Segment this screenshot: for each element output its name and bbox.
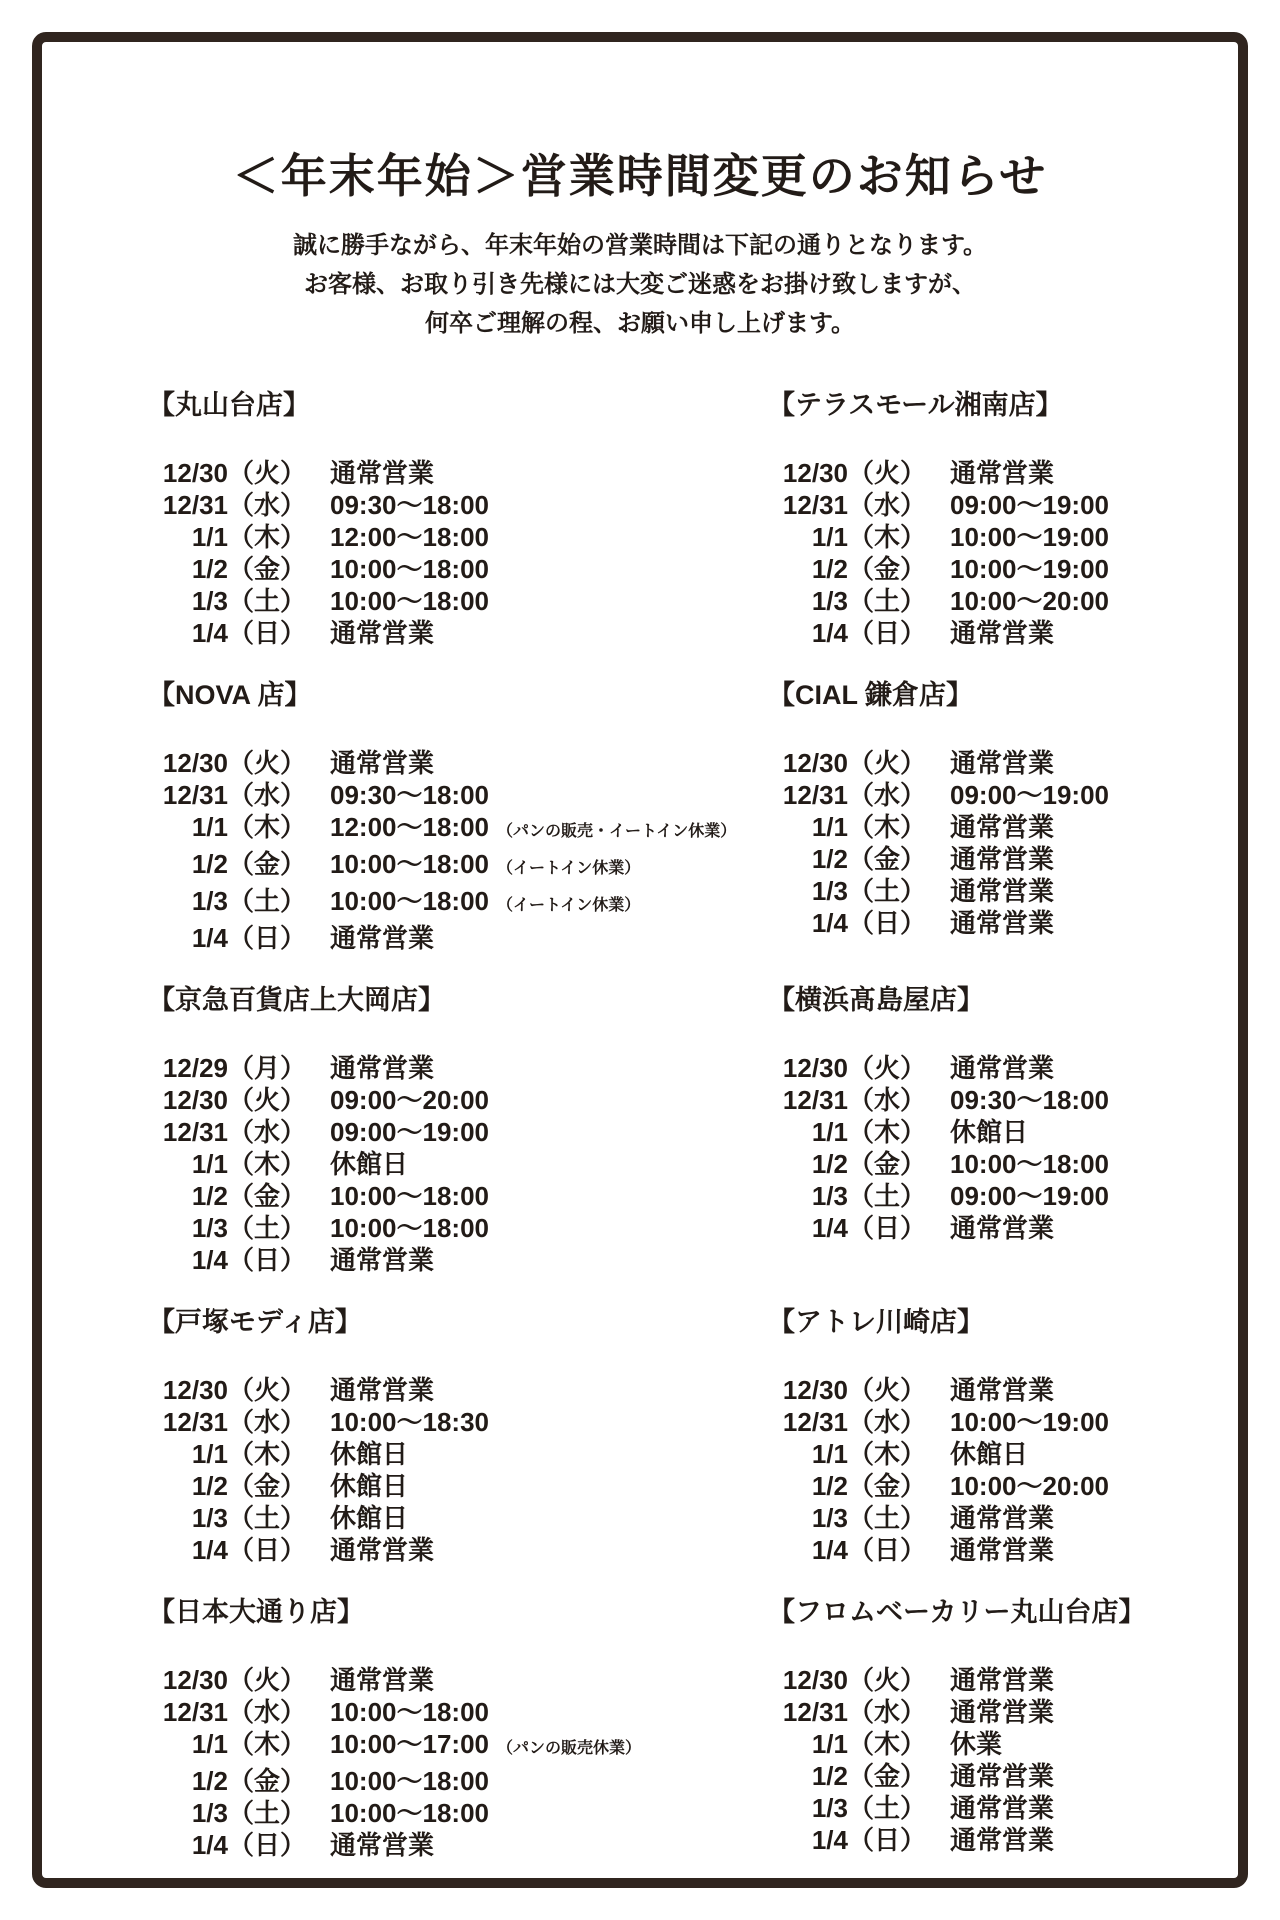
schedule-rows: [148, 1374, 768, 1566]
schedule-hours: 09:00～19:00: [330, 1117, 490, 1147]
schedule-hours: 09:00～20:00: [330, 1085, 490, 1115]
schedule-row: [768, 747, 1198, 779]
schedule-hours: 09:00～19:00: [950, 490, 1110, 520]
schedule-day: （土）: [848, 876, 927, 906]
schedule-day: （土）: [228, 1798, 307, 1828]
schedule-day: （土）: [848, 1793, 927, 1823]
schedule-date: 12/31: [162, 490, 228, 520]
schedule-row: [148, 1797, 768, 1829]
schedule-row: [768, 1760, 1198, 1792]
schedule-row: [768, 1664, 1198, 1696]
schedule-hours: 10:00～18:00: [950, 1149, 1110, 1179]
store-section: [768, 679, 1198, 939]
schedule-day: （火）: [228, 1085, 307, 1115]
schedule-date: 1/2: [191, 849, 228, 879]
schedule-hours: 10:00～18:00: [330, 1798, 490, 1828]
schedule-row: [768, 1406, 1198, 1438]
schedule-hours: 通常営業: [950, 1503, 1055, 1533]
schedule-hours: 通常営業: [330, 1053, 435, 1083]
store-name: 【CIAL 鎌倉店】: [768, 680, 974, 710]
schedule-row: [768, 617, 1198, 649]
schedule-date: 1/2: [191, 1471, 228, 1501]
schedule-hours: 10:00～20:00: [950, 586, 1110, 616]
schedule-date: 12/30: [782, 458, 848, 488]
schedule-day: （日）: [848, 908, 927, 938]
schedule-date: 12/30: [782, 748, 848, 778]
schedule-row: [768, 779, 1198, 811]
schedule-row: [148, 553, 768, 585]
schedule-rows: [768, 1052, 1198, 1244]
schedule-row: [148, 811, 768, 848]
schedule-row: [768, 1792, 1198, 1824]
schedule-hours: 通常営業: [950, 1375, 1055, 1405]
schedule-day: （水）: [228, 780, 307, 810]
schedule-row: [148, 1664, 768, 1696]
schedule-date: 1/4: [811, 1213, 848, 1243]
schedule-hours: 通常営業: [330, 458, 435, 488]
schedule-hours: 休館日: [330, 1503, 409, 1533]
schedule-row: [768, 1728, 1198, 1760]
schedule-row: [768, 1470, 1198, 1502]
schedule-day: （金）: [848, 844, 927, 874]
schedule-date: 12/31: [162, 780, 228, 810]
schedule-date: 1/1: [811, 1117, 848, 1147]
schedule-date: 12/31: [782, 780, 848, 810]
schedule-hours: 通常営業: [950, 618, 1055, 648]
schedule-day: （木）: [228, 1149, 307, 1179]
schedule-date: 1/2: [191, 1181, 228, 1211]
schedule-row: [148, 885, 768, 922]
schedule-row: [148, 1470, 768, 1502]
schedule-row: [148, 1728, 768, 1765]
schedule-date: 12/30: [162, 458, 228, 488]
schedule-date: 1/3: [191, 886, 228, 916]
schedule-rows: [768, 1374, 1198, 1566]
schedule-date: 12/31: [782, 1085, 848, 1115]
schedule-hours: 休館日: [330, 1439, 409, 1469]
schedule-hours: 休館日: [950, 1439, 1029, 1469]
schedule-day: （木）: [848, 1117, 927, 1147]
schedule-day: （土）: [228, 1503, 307, 1533]
schedule-date: 1/3: [811, 1503, 848, 1533]
intro-line-3: 何卒ご理解の程、お願い申し上げます。: [424, 310, 856, 337]
schedule-date: 12/31: [782, 490, 848, 520]
schedule-hours: 09:30～18:00: [330, 780, 490, 810]
schedule-day: （日）: [848, 1825, 927, 1855]
schedule-day: （日）: [848, 1535, 927, 1565]
schedule-row: [148, 848, 768, 885]
schedule-hours: 12:00～18:00: [330, 812, 490, 842]
schedule-hours: 通常営業: [950, 1697, 1055, 1727]
store-section: [768, 389, 1198, 649]
schedule-hours: 通常営業: [330, 1830, 435, 1860]
schedule-hours: 通常営業: [950, 812, 1055, 842]
schedule-hours: 通常営業: [950, 908, 1055, 938]
schedule-day: （木）: [228, 1439, 307, 1469]
schedule-hours: 10:00～18:00: [330, 886, 490, 916]
schedule-hours: 通常営業: [330, 1375, 435, 1405]
schedule-row: [148, 1244, 768, 1276]
schedule-row: [148, 457, 768, 489]
schedule-day: （火）: [848, 1665, 927, 1695]
schedule-date: 1/3: [811, 586, 848, 616]
schedule-row: [148, 1438, 768, 1470]
schedule-row: [768, 1212, 1198, 1244]
schedule-date: 1/1: [191, 812, 228, 842]
schedule-row: [768, 843, 1198, 875]
schedule-day: （火）: [228, 748, 307, 778]
schedule-row: [768, 811, 1198, 843]
schedule-row: [148, 1374, 768, 1406]
schedule-row: [768, 457, 1198, 489]
schedule-day: （水）: [848, 1407, 927, 1437]
store-section: [148, 1306, 768, 1566]
schedule-row: [148, 1534, 768, 1566]
schedule-rows: [148, 457, 768, 649]
store-section: [148, 1596, 768, 1861]
schedule-row: [148, 747, 768, 779]
store-name: 【丸山台店】: [148, 390, 310, 420]
schedule-day: （火）: [848, 1375, 927, 1405]
store-section: [148, 984, 768, 1276]
schedule-day: （火）: [848, 748, 927, 778]
schedule-hours: 休館日: [330, 1471, 409, 1501]
schedule-row: [768, 1052, 1198, 1084]
schedule-date: 1/1: [811, 812, 848, 842]
schedule-hours: 12:00～18:00: [330, 522, 490, 552]
schedule-day: （日）: [228, 923, 307, 953]
schedule-date: 12/31: [162, 1117, 228, 1147]
schedule-date: 1/1: [191, 1149, 228, 1179]
schedule-day: （水）: [848, 1085, 927, 1115]
schedule-date: 12/31: [782, 1407, 848, 1437]
schedule-row: [768, 1502, 1198, 1534]
schedule-hours: 09:30～18:00: [330, 490, 490, 520]
schedule-rows: [148, 1664, 768, 1861]
store-name: 【戸塚モディ店】: [148, 1307, 362, 1337]
store-name: 【NOVA 店】: [148, 680, 312, 710]
schedule-row: [768, 585, 1198, 617]
schedule-row: [148, 1765, 768, 1797]
schedule-row: [768, 1148, 1198, 1180]
schedule-date: 1/4: [811, 1535, 848, 1565]
schedule-date: 12/31: [162, 1697, 228, 1727]
schedule-rows: [148, 1052, 768, 1276]
notice-frame: [32, 32, 1248, 1888]
schedule-day: （木）: [228, 522, 307, 552]
schedule-hours: 10:00～18:00: [330, 586, 490, 616]
schedule-note: （イートイン休業）: [497, 897, 641, 914]
schedule-hours: 10:00～18:00: [330, 1213, 490, 1243]
schedule-day: （土）: [228, 1213, 307, 1243]
schedule-date: 1/4: [811, 618, 848, 648]
notice-intro: [42, 226, 1238, 343]
schedule-date: 12/30: [162, 1085, 228, 1115]
store-name: 【フロムベーカリー丸山台店】: [768, 1597, 1146, 1627]
schedule-row: [768, 489, 1198, 521]
schedule-date: 1/4: [811, 1825, 848, 1855]
schedule-hours: 10:00～18:00: [330, 1766, 490, 1796]
schedule-date: 1/3: [191, 1213, 228, 1243]
schedule-day: （木）: [848, 522, 927, 552]
schedule-day: （木）: [228, 812, 307, 842]
schedule-day: （金）: [228, 1766, 307, 1796]
schedule-hours: 10:00～18:00: [330, 554, 490, 584]
intro-line-1: 誠に勝手ながら、年末年始の営業時間は下記の通りとなります。: [292, 232, 988, 259]
schedule-hours: 09:00～19:00: [950, 780, 1110, 810]
schedule-row: [148, 1502, 768, 1534]
schedule-row: [768, 1438, 1198, 1470]
schedule-day: （水）: [228, 1117, 307, 1147]
schedule-date: 1/1: [811, 522, 848, 552]
schedule-hours: 通常営業: [950, 1535, 1055, 1565]
schedule-row: [768, 1116, 1198, 1148]
schedule-date: 1/3: [811, 1793, 848, 1823]
schedule-row: [148, 1696, 768, 1728]
schedule-day: （水）: [228, 1407, 307, 1437]
schedule-day: （火）: [848, 1053, 927, 1083]
store-name: 【日本大通り店】: [148, 1597, 364, 1627]
schedule-hours: 通常営業: [950, 1793, 1055, 1823]
schedule-row: [148, 1116, 768, 1148]
schedule-row: [148, 922, 768, 954]
schedule-date: 1/1: [811, 1439, 848, 1469]
schedule-date: 12/30: [162, 1665, 228, 1695]
schedule-row: [148, 1829, 768, 1861]
schedule-hours: 通常営業: [950, 1213, 1055, 1243]
schedule-day: （金）: [848, 554, 927, 584]
schedule-date: 12/30: [162, 1375, 228, 1405]
store-section: [768, 1306, 1198, 1566]
schedule-day: （水）: [228, 490, 307, 520]
schedule-day: （水）: [848, 1697, 927, 1727]
schedule-hours: 10:00～17:00: [330, 1729, 490, 1759]
schedule-hours: 10:00～18:00: [330, 1697, 490, 1727]
schedule-row: [148, 521, 768, 553]
schedule-hours: 通常営業: [950, 876, 1055, 906]
schedule-date: 1/4: [811, 908, 848, 938]
schedule-note: （パンの販売休業）: [497, 1740, 642, 1757]
schedule-date: 1/3: [191, 1798, 228, 1828]
schedule-hours: 休業: [950, 1729, 1003, 1759]
schedule-date: 1/4: [191, 1245, 228, 1275]
schedule-day: （木）: [848, 812, 927, 842]
store-section: [148, 389, 768, 649]
schedule-date: 1/4: [191, 618, 228, 648]
schedule-day: （金）: [848, 1471, 927, 1501]
schedule-hours: 通常営業: [950, 1053, 1055, 1083]
schedule-hours: 休館日: [330, 1149, 409, 1179]
schedule-hours: 通常営業: [950, 1761, 1055, 1791]
schedule-day: （水）: [848, 490, 927, 520]
schedule-rows: [768, 1664, 1198, 1856]
store-name: 【テラスモール湘南店】: [768, 390, 1063, 420]
schedule-rows: [768, 747, 1198, 939]
schedule-row: [768, 907, 1198, 939]
schedule-hours: 通常営業: [330, 618, 435, 648]
schedule-hours: 通常営業: [330, 748, 435, 778]
notice-content: [42, 42, 1238, 1878]
schedule-date: 1/1: [191, 1439, 228, 1469]
schedule-hours: 通常営業: [950, 1665, 1055, 1695]
schedule-day: （土）: [228, 886, 307, 916]
intro-line-2: お客様、お取り引き先様には大変ご迷惑をお掛け致しますが、: [304, 271, 976, 298]
schedule-row: [768, 1180, 1198, 1212]
schedule-row: [148, 779, 768, 811]
schedule-day: （月）: [228, 1053, 307, 1083]
schedule-hours: 09:00～19:00: [950, 1181, 1110, 1211]
schedule-day: （木）: [228, 1729, 307, 1759]
schedule-day: （金）: [848, 1149, 927, 1179]
schedule-day: （金）: [848, 1761, 927, 1791]
schedule-date: 12/30: [782, 1053, 848, 1083]
schedule-day: （金）: [228, 1181, 307, 1211]
schedule-day: （火）: [228, 458, 307, 488]
schedule-date: 12/30: [782, 1665, 848, 1695]
schedule-day: （日）: [848, 1213, 927, 1243]
schedule-day: （日）: [848, 618, 927, 648]
schedule-date: 12/31: [782, 1697, 848, 1727]
schedule-date: 1/4: [191, 1535, 228, 1565]
schedule-row: [148, 489, 768, 521]
schedule-row: [148, 1180, 768, 1212]
schedule-date: 12/31: [162, 1407, 228, 1437]
schedule-rows: [768, 457, 1198, 649]
store-section: [768, 1596, 1198, 1856]
schedule-date: 1/2: [191, 554, 228, 584]
schedule-date: 12/30: [162, 748, 228, 778]
schedule-day: （木）: [848, 1729, 927, 1759]
schedule-row: [148, 1406, 768, 1438]
schedule-day: （水）: [848, 780, 927, 810]
schedule-hours: 10:00～18:30: [330, 1407, 490, 1437]
schedule-hours: 通常営業: [950, 844, 1055, 874]
schedule-hours: 10:00～19:00: [950, 522, 1110, 552]
schedule-day: （日）: [228, 1535, 307, 1565]
schedule-row: [148, 1052, 768, 1084]
schedule-row: [148, 1212, 768, 1244]
store-section: [148, 679, 768, 954]
store-name: 【横浜髙島屋店】: [768, 985, 984, 1015]
schedule-hours: 09:30～18:00: [950, 1085, 1110, 1115]
schedule-day: （金）: [228, 554, 307, 584]
store-section: [768, 984, 1198, 1244]
schedule-row: [768, 1084, 1198, 1116]
schedule-date: 1/3: [811, 876, 848, 906]
schedule-date: 1/4: [191, 923, 228, 953]
schedule-hours: 10:00～18:00: [330, 1181, 490, 1211]
schedule-day: （日）: [228, 618, 307, 648]
schedule-date: 1/1: [191, 522, 228, 552]
schedule-row: [148, 617, 768, 649]
schedule-rows: [148, 747, 768, 954]
schedule-date: 1/2: [811, 1471, 848, 1501]
schedule-hours: 通常営業: [330, 1245, 435, 1275]
schedule-date: 1/2: [811, 554, 848, 584]
page-title: ＜年末年始＞営業時間変更のお知らせ: [232, 150, 1048, 202]
schedule-row: [768, 521, 1198, 553]
schedule-hours: 通常営業: [330, 1665, 435, 1695]
schedule-day: （土）: [228, 586, 307, 616]
schedule-row: [148, 1084, 768, 1116]
schedule-hours: 通常営業: [950, 458, 1055, 488]
schedule-row: [768, 1374, 1198, 1406]
schedule-date: 1/2: [811, 844, 848, 874]
schedule-date: 12/29: [162, 1053, 228, 1083]
schedule-note: （パンの販売・イートイン休業）: [497, 823, 737, 840]
store-name: 【京急百貨店上大岡店】: [148, 985, 445, 1015]
schedule-hours: 休館日: [950, 1117, 1029, 1147]
schedule-day: （金）: [228, 849, 307, 879]
schedule-note: （イートイン休業）: [497, 860, 641, 877]
schedule-date: 12/30: [782, 1375, 848, 1405]
schedule-hours: 通常営業: [950, 1825, 1055, 1855]
schedule-hours: 通常営業: [330, 923, 435, 953]
schedule-date: 1/1: [811, 1729, 848, 1759]
schedule-day: （土）: [848, 586, 927, 616]
schedule-day: （水）: [228, 1697, 307, 1727]
schedule-hours: 10:00～19:00: [950, 554, 1110, 584]
schedule-day: （日）: [228, 1830, 307, 1860]
schedule-row: [768, 1534, 1198, 1566]
schedule-row: [768, 1696, 1198, 1728]
schedule-date: 1/2: [811, 1761, 848, 1791]
schedule-day: （土）: [848, 1181, 927, 1211]
schedule-day: （火）: [228, 1375, 307, 1405]
schedule-row: [148, 585, 768, 617]
schedule-day: （日）: [228, 1245, 307, 1275]
schedule-day: （火）: [228, 1665, 307, 1695]
schedule-hours: 10:00～18:00: [330, 849, 490, 879]
schedule-date: 1/4: [191, 1830, 228, 1860]
stores-grid: [42, 389, 1238, 1861]
schedule-date: 1/2: [811, 1149, 848, 1179]
schedule-day: （土）: [848, 1503, 927, 1533]
schedule-row: [768, 875, 1198, 907]
store-name: 【アトレ川崎店】: [768, 1307, 984, 1337]
schedule-hours: 通常営業: [950, 748, 1055, 778]
schedule-date: 1/3: [191, 1503, 228, 1533]
schedule-day: （金）: [228, 1471, 307, 1501]
schedule-date: 1/2: [191, 1766, 228, 1796]
schedule-date: 1/3: [191, 586, 228, 616]
schedule-day: （火）: [848, 458, 927, 488]
schedule-hours: 10:00～20:00: [950, 1471, 1110, 1501]
schedule-row: [768, 553, 1198, 585]
schedule-date: 1/1: [191, 1729, 228, 1759]
schedule-row: [768, 1824, 1198, 1856]
schedule-hours: 10:00～19:00: [950, 1407, 1110, 1437]
schedule-hours: 通常営業: [330, 1535, 435, 1565]
schedule-day: （木）: [848, 1439, 927, 1469]
schedule-row: [148, 1148, 768, 1180]
schedule-date: 1/3: [811, 1181, 848, 1211]
